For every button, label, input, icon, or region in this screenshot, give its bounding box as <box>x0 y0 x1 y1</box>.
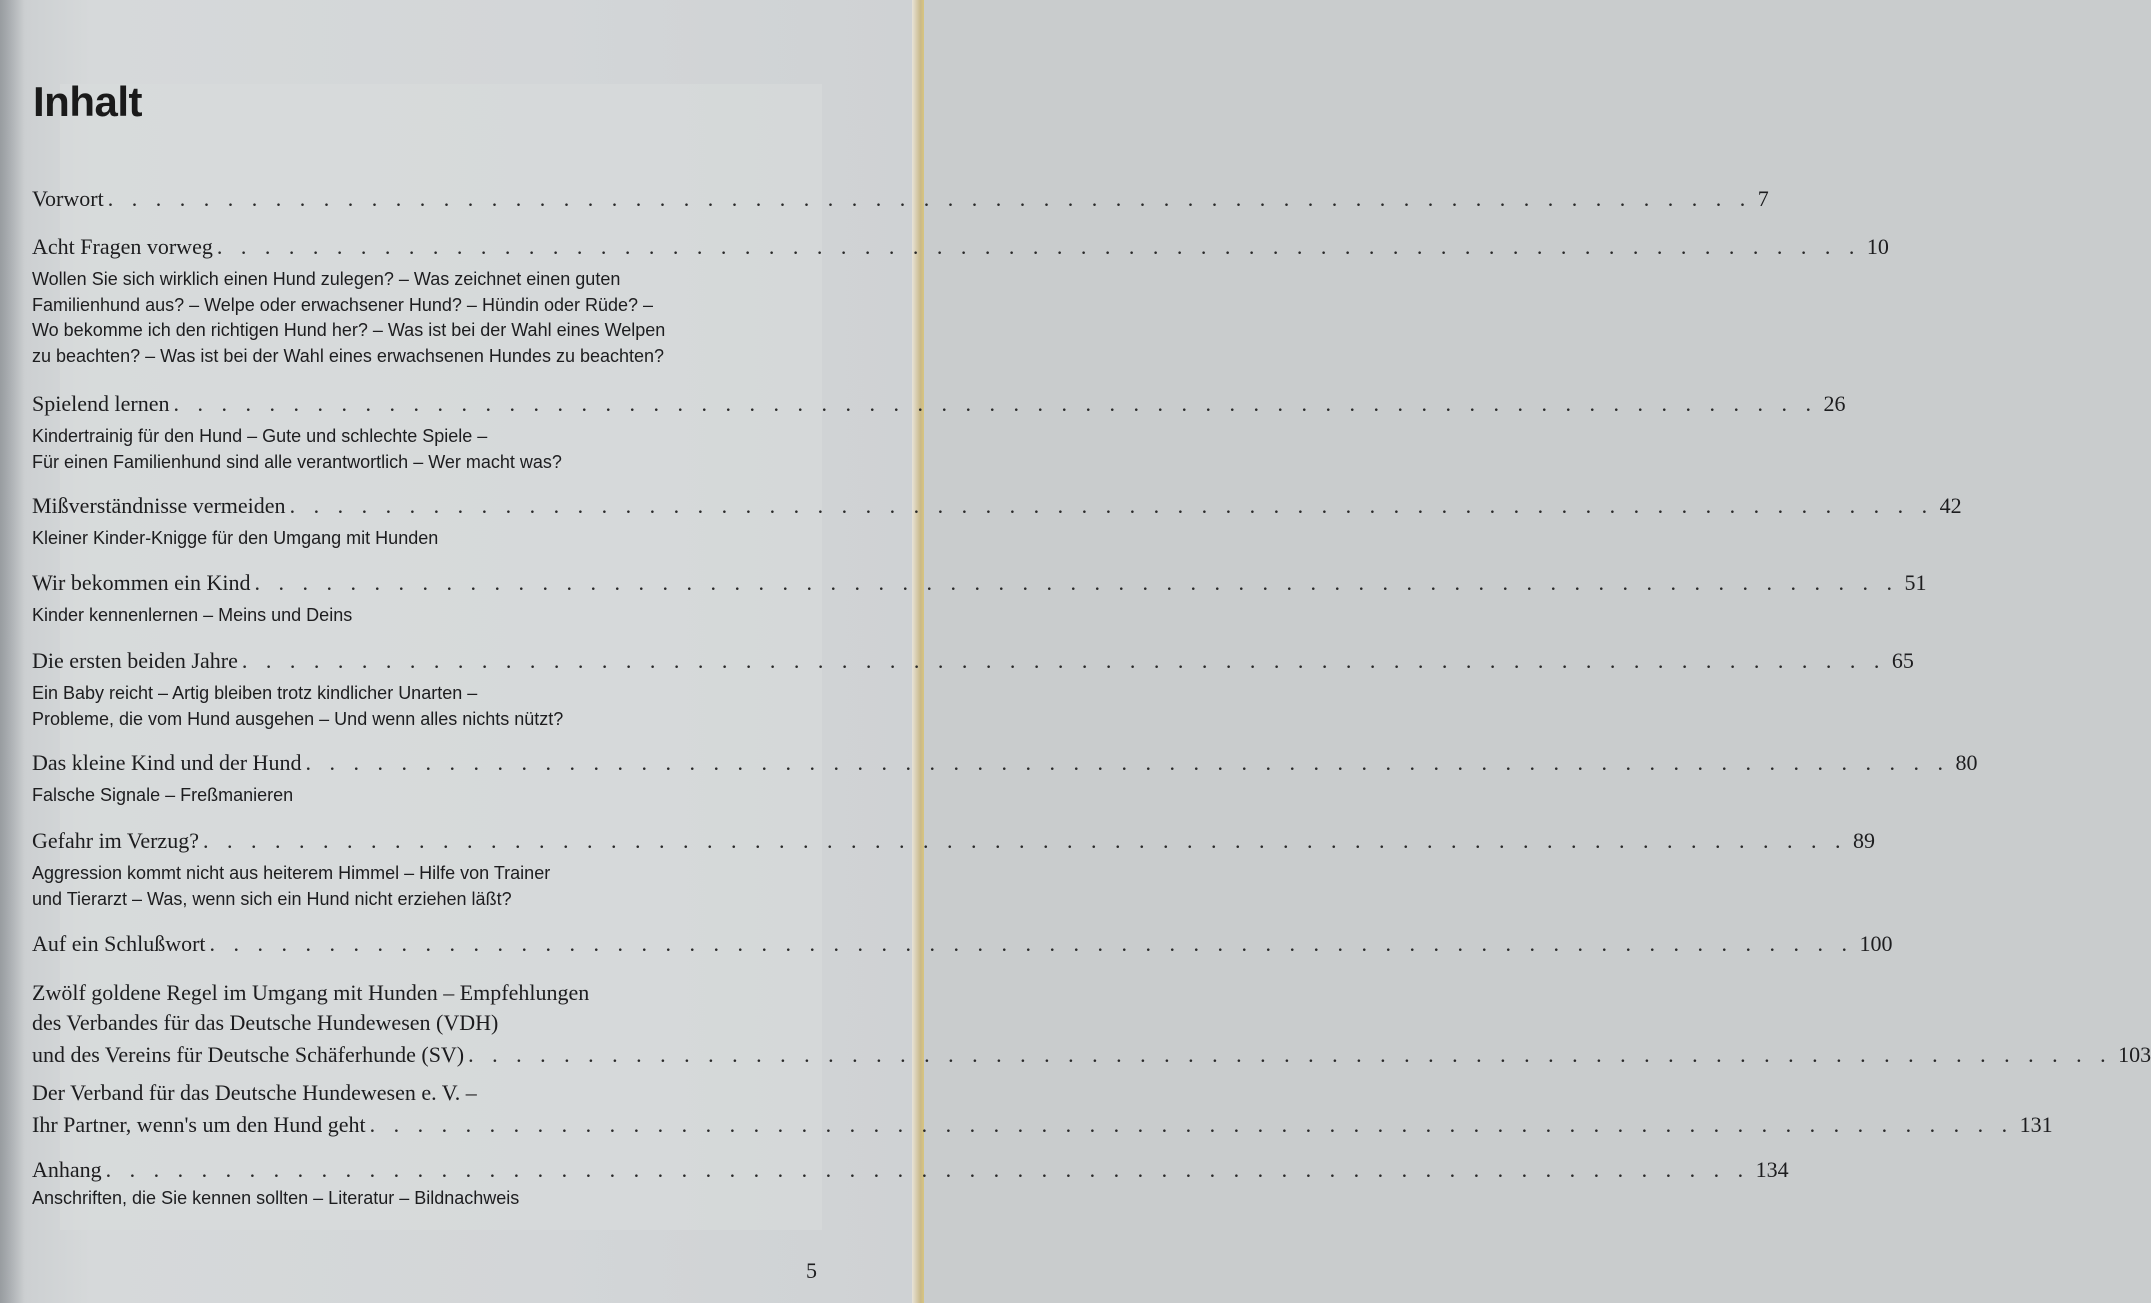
toc-entry-title: Auf ein Schlußwort <box>32 931 206 956</box>
toc-entry-acht-fragen <box>32 234 1889 369</box>
toc-page-number: 10 <box>1866 234 1889 259</box>
toc-page-number: 26 <box>1823 391 1846 416</box>
toc-entry-spielend-lernen <box>32 391 1846 475</box>
toc-subtopics <box>32 603 822 629</box>
toc-subtopics <box>32 1186 822 1212</box>
subtopic-line: zu beachten? – Was ist bei der Wahl eines erwachsenen Hundes zu beachten? <box>32 345 665 366</box>
toc-entry-title: Anhang <box>32 1157 102 1182</box>
toc-entry-title-line: Ihr Partner, wenn's um den Hund geht <box>32 1112 366 1137</box>
leader-dots: . . . . . . . . . . . . . . . . . . . . . . . . . . . . . . . . . . . . . . . . . . . . . . . . . . . . . . . . . . . . . . . . . . . . . <box>202 828 1847 853</box>
subtopic-line: Familienhund aus? – Welpe oder erwachsener Hund? – Hündin oder Rüde? – <box>32 294 654 315</box>
toc-entry-schlusswort <box>32 931 1893 957</box>
subtopic-line: und Tierarzt – Was, wenn sich ein Hund nicht erziehen läßt? <box>32 888 512 909</box>
toc-page-number: 51 <box>1904 570 1927 595</box>
subtopic-line: Anschriften, die Sie kennen sollten – Literatur – Bildnachweis <box>32 1188 520 1208</box>
toc-entry-title: Acht Fragen vorweg <box>32 234 213 259</box>
page-gutter-shadow <box>0 0 24 1303</box>
subtopic-line: Aggression kommt nicht aus heiterem Himmel – Hilfe von Trainer <box>32 863 551 883</box>
toc-entry-title-line: des Verbandes für das Deutsche Hundewesen (VDH) <box>32 1010 499 1035</box>
toc-entry-gefahr-im-verzug <box>32 828 1875 912</box>
leader-dots: . . . . . . . . . . . . . . . . . . . . . . . . . . . . . . . . . . . . . . . . . . . . . . . . . . . . . . . . . . . . . . . . . . . . . <box>289 493 1934 518</box>
toc-entry-title: Wir bekommen ein Kind <box>32 570 251 595</box>
leader-dots: . . . . . . . . . . . . . . . . . . . . . . . . . . . . . . . . . . . . . . . . . . . . . . . . . . . . . . . . . . . . . . . . . . . . . <box>105 1157 1750 1182</box>
toc-subtopics <box>32 526 822 552</box>
toc-page-number: 89 <box>1852 828 1875 853</box>
toc-entry-das-kleine-kind <box>32 750 1978 809</box>
toc-page-number: 131 <box>2019 1112 2053 1137</box>
leader-dots: . . . . . . . . . . . . . . . . . . . . . . . . . . . . . . . . . . . . . . . . . . . . . . . . . . . . . . . . . . . . . . . . . . . . . <box>369 1112 2014 1137</box>
toc-entry-vdh-partner <box>32 1080 2053 1138</box>
subtopic-line: Falsche Signale – Freßmanieren <box>32 785 294 805</box>
toc-page-number: 134 <box>1755 1157 1789 1182</box>
toc-entry-title-line: und des Vereins für Deutsche Schäferhunde (SV) <box>32 1042 465 1067</box>
page-number: 5 <box>806 1258 817 1283</box>
toc-subtopics <box>32 424 822 475</box>
toc-subtopics <box>32 681 822 732</box>
toc-entry-die-ersten-beiden-jahre <box>32 648 1914 732</box>
toc-entry-wir-bekommen-ein-kind <box>32 570 1927 629</box>
toc-entry-anhang <box>32 1157 1789 1212</box>
leader-dots: . . . . . . . . . . . . . . . . . . . . . . . . . . . . . . . . . . . . . . . . . . . . . . . . . . . . . . . . . . . . . . . . . . . . . <box>468 1042 2113 1067</box>
toc-page-number: 42 <box>1939 493 1962 518</box>
toc-page-number: 103 <box>2118 1042 2151 1067</box>
toc-entry-missverstaendnisse <box>32 493 1962 552</box>
subtopic-line: Wollen Sie sich wirklich einen Hund zulegen? – Was zeichnet einen guten <box>32 269 621 289</box>
leader-dots: . . . . . . . . . . . . . . . . . . . . . . . . . . . . . . . . . . . . . . . . . . . . . . . . . . . . . . . . . . . . . . . . . . . . . <box>254 570 1899 595</box>
toc-entry-zwoelf-goldene-regeln <box>32 980 2151 1068</box>
leader-dots: . . . . . . . . . . . . . . . . . . . . . . . . . . . . . . . . . . . . . . . . . . . . . . . . . . . . . . . . . . . . . . . . . . . . . <box>107 186 1752 211</box>
subtopic-line: Probleme, die vom Hund ausgehen – Und wenn alles nichts nützt? <box>32 708 564 729</box>
toc-entry-vorwort <box>32 186 1769 212</box>
toc-entry-title: Die ersten beiden Jahre <box>32 648 238 673</box>
toc-page-number: 80 <box>1955 750 1978 775</box>
toc-entry-title: Das kleine Kind und der Hund <box>32 750 302 775</box>
leader-dots: . . . . . . . . . . . . . . . . . . . . . . . . . . . . . . . . . . . . . . . . . . . . . . . . . . . . . . . . . . . . . . . . . . . . . <box>241 648 1886 673</box>
subtopic-line: Kleiner Kinder-Knigge für den Umgang mit Hunden <box>32 528 439 548</box>
toc-page-number: 7 <box>1757 186 1769 211</box>
subtopic-line: Für einen Familienhund sind alle verantwortlich – Wer macht was? <box>32 451 562 472</box>
leader-dots: . . . . . . . . . . . . . . . . . . . . . . . . . . . . . . . . . . . . . . . . . . . . . . . . . . . . . . . . . . . . . . . . . . . . . <box>173 391 1818 416</box>
toc-subtopics <box>32 861 822 912</box>
subtopic-line: Wo bekomme ich den richtigen Hund her? – Was ist bei der Wahl eines Welpen <box>32 320 666 340</box>
subtopic-line: Kindertrainig für den Hund – Gute und schlechte Spiele – <box>32 426 488 446</box>
toc-entry-title: Vorwort <box>32 186 104 211</box>
toc-page-number: 100 <box>1859 931 1893 956</box>
toc-entry-title-line: Der Verband für das Deutsche Hundewesen e. V. – <box>32 1080 477 1105</box>
subtopic-line: Kinder kennenlernen – Meins und Deins <box>32 605 353 625</box>
leader-dots: . . . . . . . . . . . . . . . . . . . . . . . . . . . . . . . . . . . . . . . . . . . . . . . . . . . . . . . . . . . . . . . . . . . . . <box>209 931 1854 956</box>
toc-entry-title: Gefahr im Verzug? <box>32 828 199 853</box>
toc-page-number: 65 <box>1891 648 1914 673</box>
page-title: Inhalt <box>33 78 142 125</box>
toc-subtopics <box>32 267 822 369</box>
toc-subtopics <box>32 783 822 809</box>
toc-entry-title: Mißverständnisse vermeiden <box>32 493 286 518</box>
subtopic-line: Ein Baby reicht – Artig bleiben trotz kindlicher Unarten – <box>32 683 478 703</box>
toc-entry-title-line: Zwölf goldene Regel im Umgang mit Hunden – Empfehlungen <box>32 980 590 1005</box>
toc-entry-title: Spielend lernen <box>32 391 170 416</box>
leader-dots: . . . . . . . . . . . . . . . . . . . . . . . . . . . . . . . . . . . . . . . . . . . . . . . . . . . . . . . . . . . . . . . . . . . . . <box>305 750 1950 775</box>
leader-dots: . . . . . . . . . . . . . . . . . . . . . . . . . . . . . . . . . . . . . . . . . . . . . . . . . . . . . . . . . . . . . . . . . . . . . <box>216 234 1861 259</box>
